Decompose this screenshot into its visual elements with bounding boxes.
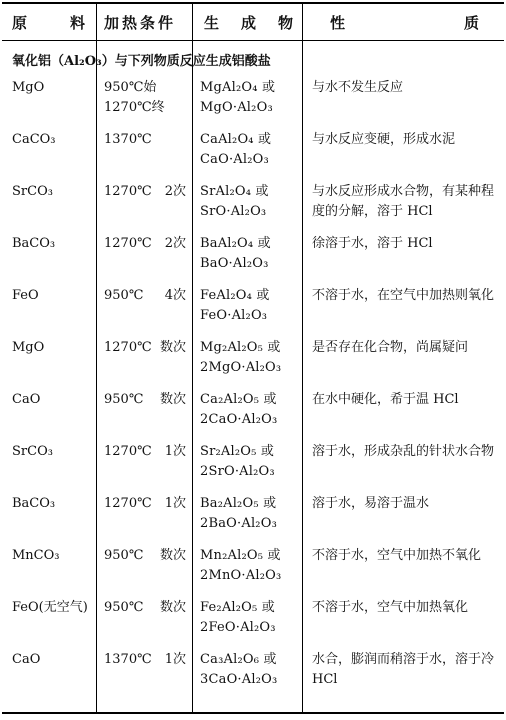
table-row (0, 286, 506, 338)
heating-times: 4次 (164, 288, 186, 303)
property-cell: 不溶于水，在空气中加热则氧化 (312, 288, 495, 303)
material-text: FeO(无空气) (12, 600, 88, 615)
heating-condition-line (104, 598, 186, 618)
heating-times: 1次 (164, 652, 186, 667)
heating-temperature: 950℃ (104, 288, 144, 303)
material-cell (12, 442, 94, 462)
material-cell (12, 598, 94, 618)
product-formula-2: 2BaO·Al₂O₃ (200, 516, 277, 531)
heating-temperature: 950℃ (104, 548, 144, 563)
header-property-char-2: 质 (463, 13, 480, 32)
material-cell (12, 234, 94, 254)
header-property-char-1: 性 (330, 13, 347, 32)
material-text: CaO (12, 652, 41, 667)
heating-temperature: 950℃ (104, 392, 144, 407)
product-formula-1: FeAl₂O₄ 或 (200, 288, 270, 303)
heating-times: 2次 (164, 236, 186, 251)
heating-temperature: 1370℃ (104, 132, 152, 147)
heating-condition-line (104, 130, 186, 150)
table-row (0, 598, 506, 650)
product-formula-2: 2FeO·Al₂O₃ (200, 620, 276, 635)
product-formula-2: 2CaO·Al₂O₃ (200, 412, 278, 427)
material-text: MgO (12, 80, 45, 95)
property-cell: 徐溶于水，溶于 HCl (312, 236, 433, 251)
product-cell (200, 130, 296, 170)
property-cell: 水合，膨润而稍溶于水，溶于冷 HCl (312, 652, 495, 687)
heating-temperature: 950℃始 (104, 80, 157, 95)
product-formula-1: CaAl₂O₄ 或 (200, 132, 272, 147)
heating-times: 1次 (164, 496, 186, 511)
product-formula-2: MgO·Al₂O₃ (200, 100, 273, 115)
heating-condition-cell (104, 78, 186, 118)
heating-condition-cell (104, 442, 186, 462)
product-formula-1: Fe₂Al₂O₅ 或 (200, 600, 275, 615)
product-cell (200, 650, 296, 690)
material-cell (12, 338, 94, 358)
product-cell (200, 338, 296, 378)
heating-condition-cell (104, 182, 186, 202)
material-cell (12, 546, 94, 566)
heating-condition-cell (104, 338, 186, 358)
heating-times: 数次 (159, 548, 186, 563)
property-cell: 不溶于水，空气中加热不氧化 (312, 548, 482, 563)
property-cell: 与水反应形成水合物，有某种程度的分解，溶于 HCl (312, 184, 495, 219)
property-cell: 与水不发生反应 (312, 80, 404, 95)
table-row (0, 650, 506, 702)
table-row (0, 390, 506, 442)
property-cell: 与水反应变硬，形成水泥 (312, 132, 456, 147)
heating-condition-cell (104, 234, 186, 254)
heating-temperature: 1270℃ (104, 184, 152, 199)
heating-condition-line (104, 494, 186, 514)
header-product-char-3: 物 (277, 13, 294, 32)
material-cell (12, 390, 94, 410)
material-cell (12, 78, 94, 98)
product-formula-2: CaO·Al₂O₃ (200, 152, 269, 167)
table-row (0, 130, 506, 182)
header-property (330, 4, 480, 40)
material-text: CaO (12, 392, 41, 407)
product-formula-1: MgAl₂O₄ 或 (200, 80, 276, 95)
product-cell (200, 546, 296, 586)
product-cell (200, 234, 296, 274)
header-material-char-2: 料 (69, 13, 86, 32)
product-formula-1: Ba₂Al₂O₅ 或 (200, 496, 277, 511)
heating-condition-line (104, 390, 186, 410)
product-formula-2: 2MgO·Al₂O₃ (200, 360, 282, 375)
product-formula-1: Ca₂Al₂O₅ 或 (200, 392, 277, 407)
property-cell: 不溶于水，空气中加热氧化 (312, 600, 469, 615)
heating-times: 1次 (164, 444, 186, 459)
heating-times: 数次 (159, 340, 186, 355)
material-text: MgO (12, 340, 45, 355)
heating-condition-line (104, 650, 186, 670)
product-cell (200, 494, 296, 534)
heating-temperature: 950℃ (104, 600, 144, 615)
property-cell: 溶于水，形成杂乱的针状水合物 (312, 444, 495, 459)
header-product-char-2: 成 (240, 13, 257, 32)
heating-temperature: 1270℃ (104, 340, 152, 355)
property-cell: 在水中硬化，希于温 HCl (312, 392, 459, 407)
product-formula-1: Mg₂Al₂O₅ 或 (200, 340, 281, 355)
header-product-char-1: 生 (204, 13, 221, 32)
heating-times: 数次 (159, 600, 186, 615)
heating-condition-cell (104, 598, 186, 618)
header-heating-condition-text: 加热条件 (104, 13, 177, 32)
product-cell (200, 390, 296, 430)
product-cell (200, 78, 296, 118)
material-text: BaCO₃ (12, 496, 56, 511)
heating-condition-cell (104, 286, 186, 306)
material-cell (12, 182, 94, 202)
product-formula-2: SrO·Al₂O₃ (200, 204, 267, 219)
table-row (0, 494, 506, 546)
heating-condition-line (104, 286, 186, 306)
header-heating-condition (104, 4, 188, 40)
header-material (12, 4, 86, 40)
heating-temperature: 1270℃ (104, 496, 152, 511)
material-cell (12, 650, 94, 670)
material-text: MnCO₃ (12, 548, 60, 563)
heating-condition-cell (104, 494, 186, 514)
product-cell (200, 598, 296, 638)
material-text: SrCO₃ (12, 184, 53, 199)
heating-condition-line (104, 442, 186, 462)
heating-condition-line (104, 546, 186, 566)
heating-temperature: 1370℃ (104, 652, 152, 667)
product-formula-1: SrAl₂O₄ 或 (200, 184, 269, 199)
table-row (0, 546, 506, 598)
material-cell (12, 286, 94, 306)
table-row (0, 442, 506, 494)
product-formula-1: Ca₃Al₂O₆ 或 (200, 652, 277, 667)
property-cell: 溶于水，易溶于温水 (312, 496, 430, 511)
product-formula-1: BaAl₂O₄ 或 (200, 236, 271, 251)
product-formula-2: 2SrO·Al₂O₃ (200, 464, 275, 479)
heating-temperature: 1270℃ (104, 236, 152, 251)
table-row (0, 338, 506, 390)
heating-times: 2次 (164, 184, 186, 199)
heating-condition-line (104, 234, 186, 254)
table-bottom-rule (2, 712, 504, 714)
table-header-rule (2, 40, 504, 41)
product-cell (200, 442, 296, 482)
material-cell (12, 130, 94, 150)
heating-condition-cell (104, 546, 186, 566)
section-title: 氧化铝（Al₂O₃）与下列物质反应生成铝酸盐 (12, 54, 271, 69)
heating-condition-line (104, 182, 186, 202)
material-text: BaCO₃ (12, 236, 56, 251)
header-product (204, 4, 294, 40)
table-row (0, 182, 506, 234)
table-row (0, 234, 506, 286)
product-formula-1: Sr₂Al₂O₅ 或 (200, 444, 275, 459)
header-material-char-1: 原 (12, 13, 29, 32)
material-text: FeO (12, 288, 39, 303)
heating-condition-cell (104, 390, 186, 410)
material-cell (12, 494, 94, 514)
heating-condition-line (104, 78, 186, 98)
heating-condition-cell (104, 650, 186, 670)
product-formula-2: FeO·Al₂O₃ (200, 308, 268, 323)
product-cell (200, 286, 296, 326)
product-formula-2: 2MnO·Al₂O₃ (200, 568, 282, 583)
product-formula-2: 3CaO·Al₂O₃ (200, 672, 278, 687)
heating-condition-cell (104, 130, 186, 150)
property-cell: 是否存在化合物，尚属疑问 (312, 340, 469, 355)
heating-condition-line-2: 1270℃终 (104, 100, 165, 115)
heating-times: 数次 (159, 392, 186, 407)
product-formula-2: BaO·Al₂O₃ (200, 256, 269, 271)
product-cell (200, 182, 296, 222)
table-row (0, 78, 506, 130)
heating-temperature: 1270℃ (104, 444, 152, 459)
material-text: SrCO₃ (12, 444, 53, 459)
product-formula-1: Mn₂Al₂O₅ 或 (200, 548, 281, 563)
heating-condition-line (104, 338, 186, 358)
material-text: CaCO₃ (12, 132, 56, 147)
